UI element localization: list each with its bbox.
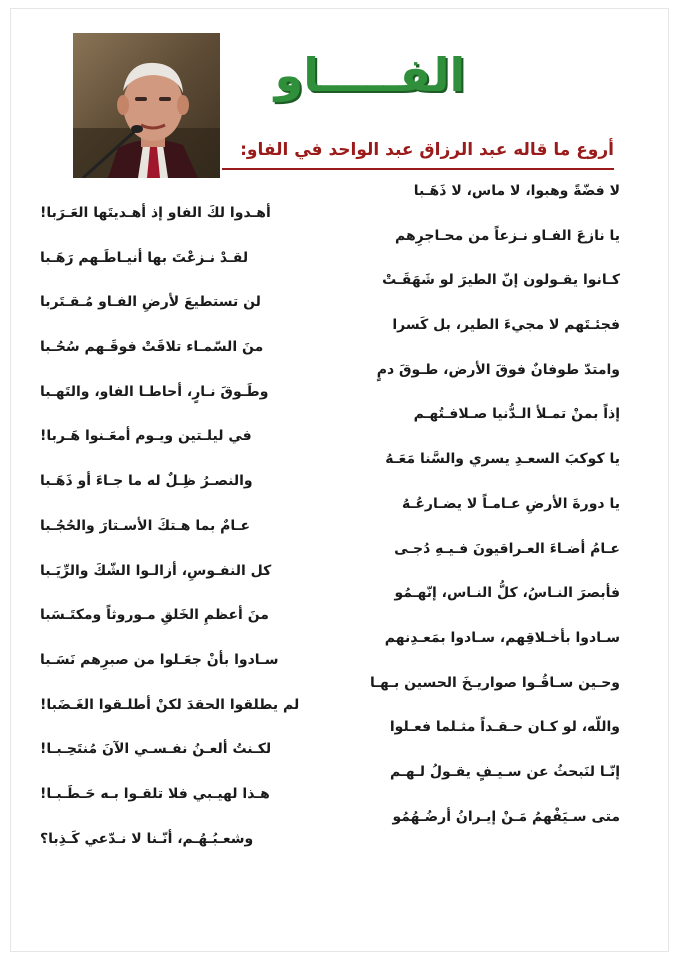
verse-second-hemistich: منَ السّمـاء تلاقَتْ فوقَـهم سُحُـبا bbox=[40, 339, 264, 356]
verse-second-hemistich: منَ أعظمِ الخَلقِ مـوروثاً ومكتَـسَبا bbox=[40, 607, 269, 624]
verse-second-hemistich: هـذا لهيـبي فلا تلقـوا بـه حَـطَـبـا! bbox=[40, 785, 270, 802]
poet-portrait bbox=[73, 33, 220, 178]
verse bbox=[40, 582, 620, 627]
verse bbox=[40, 448, 620, 493]
verse-first-hemistich: يا كوكبَ السعـدِ يسري والسَّنا مَعَـهُ bbox=[385, 451, 620, 468]
page-title: الفـــــاو bbox=[274, 48, 466, 102]
verse-second-hemistich: أهـدوا لكَ الفاو إذ أهـديتَها العَـرَبا! bbox=[40, 205, 271, 221]
poem bbox=[40, 180, 620, 850]
verse-first-hemistich: فجئـتَهم لا مجيءَ الطير، بل كَسرا bbox=[392, 317, 620, 334]
portrait-image bbox=[73, 33, 220, 178]
verse-first-hemistich: يا نازعَ الفـاو نـزعاً من محـاجرِهم bbox=[394, 227, 620, 244]
verse-first-hemistich: إنّـا لنَبحثُ عن سـيـفٍ يقـولُ لـهـم bbox=[389, 763, 620, 780]
verse-first-hemistich: وحـين سـاقُـوا صواريـخَ الحسين بـهـا bbox=[369, 674, 620, 691]
verse-first-hemistich: يا دورةَ الأرضِ عـامـاً لا يضـارعُـهُ bbox=[402, 495, 620, 512]
verse bbox=[40, 538, 620, 583]
verse-first-hemistich: سـادوا بأخـلاقِهم، سـادوا بمَعـدِنهم bbox=[384, 629, 620, 646]
verse bbox=[40, 359, 620, 404]
verse-first-hemistich: لا فضّةً وهبوا، لا ماس، لا ذَهَـبا bbox=[413, 183, 620, 199]
verse-second-hemistich: سـادوا بأنْ جعَـلوا من صبرِهم نَسَـبا bbox=[40, 651, 279, 668]
verse-second-hemistich: لم يطلقوا الحقدَ لكنْ أطلـقوا الغَـضَبا! bbox=[40, 696, 300, 713]
verse bbox=[40, 806, 620, 851]
verse-second-hemistich: لكـنتُ ألعـنُ نفـسـي الآنَ مُنتَحِـبـا! bbox=[40, 741, 272, 758]
verse bbox=[40, 627, 620, 672]
verse-second-hemistich: والنصـرُ ظِـلٌ له ما جـاءَ أو ذَهَـبا bbox=[40, 473, 253, 490]
verse-second-hemistich: في ليلـتين ويـوم أمعَـنوا هَـربا! bbox=[40, 428, 252, 445]
verse bbox=[40, 761, 620, 806]
verse-second-hemistich: وشعـبُـهُـم، أنّـنا لا نـدّعي كَـذِبا؟ bbox=[40, 830, 254, 847]
verse-second-hemistich: لن تستطيعَ لأرضِ الفـاو مُـقـتَربا bbox=[40, 294, 261, 311]
verse bbox=[40, 672, 620, 717]
verse bbox=[40, 269, 620, 314]
subtitle: أروع ما قاله عبد الرزاق عبد الواحد في الفاو: bbox=[222, 134, 614, 170]
verse-second-hemistich: عـامٌ بما هـتكَ الأسـتارَ والحُجُـبا bbox=[40, 517, 251, 534]
verse-first-hemistich: كـانوا يقـولون إنّ الطيرَ لو شَهَقَـتْ bbox=[382, 272, 620, 289]
verse bbox=[40, 225, 620, 270]
verse-first-hemistich: إذاً بمنْ تمـلأ الـدُّنيا صـلافـتُهـم bbox=[413, 406, 620, 423]
verse-second-hemistich: كل النفـوسِ، أزالـوا الشّكَ والرِّيَـبا bbox=[40, 562, 272, 579]
verse-first-hemistich: عـامُ أضـاءَ العـراقيونَ فـيـهِ دُجـى bbox=[394, 540, 620, 557]
verse-first-hemistich: فأبصرَ النـاسُ، كلُّ النـاس، إنّهـمُو bbox=[394, 585, 620, 602]
verse-second-hemistich: لقـدْ نـزعْتَ بها أنيـاطَـهم رَهَـبا bbox=[40, 249, 249, 266]
verse bbox=[40, 314, 620, 359]
verse-first-hemistich: واللّه، لو كـان حـقـداً مثـلما فعـلوا bbox=[389, 719, 620, 736]
verse-first-hemistich: وامتدّ طوفانٌ فوقَ الأرض، طـوقَ دمٍ bbox=[376, 361, 620, 378]
verse-first-hemistich: متى سـيَفْهمُ مَـنْ إيـرانُ أرضُـهُمُو bbox=[392, 808, 620, 825]
verse bbox=[40, 403, 620, 448]
verse bbox=[40, 180, 620, 225]
verse bbox=[40, 716, 620, 761]
verse bbox=[40, 493, 620, 538]
verse-second-hemistich: وطَـوقَ نـارٍ، أحاطـا الفاو، والتَهـبا bbox=[40, 383, 269, 400]
